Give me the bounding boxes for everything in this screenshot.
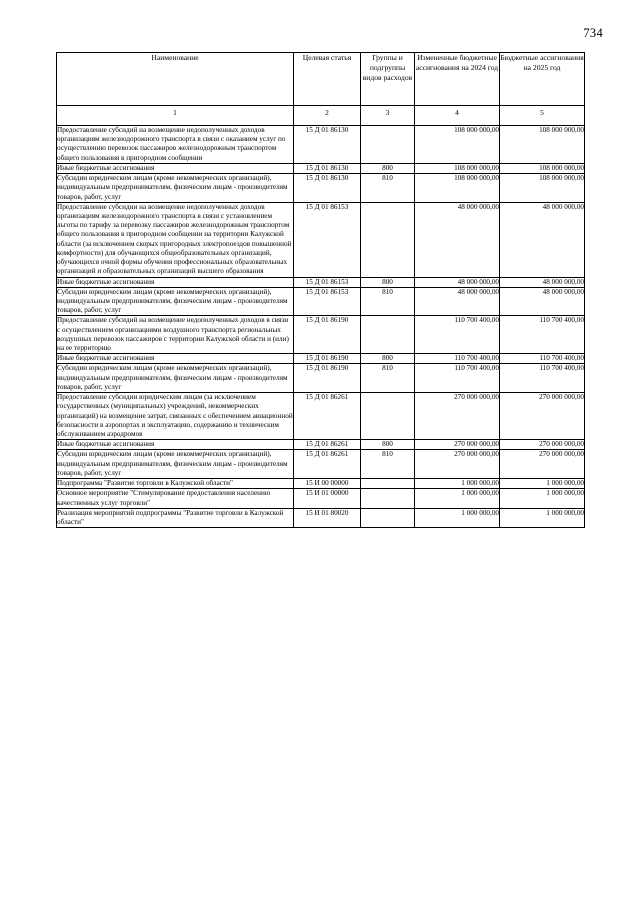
cell-name: Субсидии юридическим лицам (кроме некоммерческих организаций), индивидуальным предпринимателям, физическим лицам - производителям товаров, работ, услуг — [57, 364, 294, 393]
cell-article: 15 И 01 80020 — [294, 508, 361, 527]
column-header-changed-2024: Измененные бюджетные ассигнования на 2024 год — [415, 53, 500, 106]
table-row — [57, 489, 585, 508]
cell-group: 800 — [361, 163, 415, 173]
table-row — [57, 163, 585, 173]
column-header-article: Целевая статья — [294, 53, 361, 106]
cell-group: 810 — [361, 287, 415, 316]
cell-budget-2025: 270 000 000,00 — [500, 393, 585, 440]
cell-changed-2024: 110 700 400,00 — [415, 316, 500, 354]
cell-changed-2024: 48 000 000,00 — [415, 277, 500, 287]
cell-name: Иные бюджетные ассигнования — [57, 354, 294, 364]
cell-budget-2025: 1 000 000,00 — [500, 508, 585, 527]
cell-changed-2024: 1 000 000,00 — [415, 508, 500, 527]
cell-article: 15 Д 01 86190 — [294, 316, 361, 354]
cell-budget-2025: 48 000 000,00 — [500, 277, 585, 287]
cell-name: Субсидии юридическим лицам (кроме некоммерческих организаций), индивидуальным предпринимателям, физическим лицам - производителям товаров, работ, услуг — [57, 450, 294, 479]
cell-article: 15 Д 01 86153 — [294, 287, 361, 316]
cell-article: 15 Д 01 86153 — [294, 277, 361, 287]
cell-article: 15 Д 01 86261 — [294, 440, 361, 450]
cell-article: 15 Д 01 86261 — [294, 393, 361, 440]
cell-changed-2024: 110 700 400,00 — [415, 364, 500, 393]
table-row — [57, 479, 585, 489]
column-number-1: 1 — [57, 106, 294, 126]
cell-group — [361, 316, 415, 354]
cell-changed-2024: 270 000 000,00 — [415, 393, 500, 440]
cell-article: 15 Д 01 86153 — [294, 202, 361, 277]
cell-changed-2024: 110 700 400,00 — [415, 354, 500, 364]
table-row — [57, 354, 585, 364]
column-header-name: Наименование — [57, 53, 294, 106]
cell-budget-2025: 110 700 400,00 — [500, 364, 585, 393]
cell-changed-2024: 1 000 000,00 — [415, 489, 500, 508]
cell-name: Субсидии юридическим лицам (кроме некоммерческих организаций), индивидуальным предпринимателям, физическим лицам - производителям товаров, работ, услуг — [57, 174, 294, 203]
cell-article: 15 Д 01 86190 — [294, 354, 361, 364]
cell-group: 800 — [361, 440, 415, 450]
column-header-budget-2025: Бюджетные ассигнования на 2025 год — [500, 53, 585, 106]
table-row — [57, 287, 585, 316]
cell-name: Иные бюджетные ассигнования — [57, 277, 294, 287]
cell-budget-2025: 1 000 000,00 — [500, 489, 585, 508]
cell-group — [361, 489, 415, 508]
cell-budget-2025: 270 000 000,00 — [500, 450, 585, 479]
cell-group: 810 — [361, 450, 415, 479]
cell-group: 800 — [361, 277, 415, 287]
table-row — [57, 393, 585, 440]
cell-article: 15 Д 01 86190 — [294, 364, 361, 393]
cell-name: Подпрограмма "Развитие торговли в Калужской области" — [57, 479, 294, 489]
cell-article: 15 И 01 00000 — [294, 489, 361, 508]
cell-group — [361, 202, 415, 277]
table-row — [57, 202, 585, 277]
cell-article: 15 И 00 00000 — [294, 479, 361, 489]
cell-changed-2024: 1 000 000,00 — [415, 479, 500, 489]
table-row — [57, 174, 585, 203]
page-number: 734 — [583, 26, 603, 40]
cell-changed-2024: 108 000 000,00 — [415, 126, 500, 164]
column-number-4: 4 — [415, 106, 500, 126]
cell-changed-2024: 108 000 000,00 — [415, 174, 500, 203]
cell-name: Предоставление субсидий на возмещение недополученных доходов в связи с осуществлением организациями воздушного транспорта региональных воздушных перевозок пассажиров с территории Калужской области и (или) на ее территорию — [57, 316, 294, 354]
table-row — [57, 316, 585, 354]
column-header-groups: Группы и подгруппы видов расходов — [361, 53, 415, 106]
cell-name: Предоставление субсидии на возмещение недополученных доходов организациям железнодорожного транспорта в связи с установлением льготы по тарифу за перевозку пассажиров железнодорожным транспортом общего пользования в пригородном сообщении на территории Калужской области (за исключением скорых пригородных электропоездов повышенной комфортности) для обучающихся общеобразовательных организаций, обучающихся очной формы обучения профессиональных образовательных организаций и образовательных организаций высшего образования — [57, 202, 294, 277]
table-row — [57, 364, 585, 393]
cell-changed-2024: 108 000 000,00 — [415, 163, 500, 173]
budget-table — [56, 52, 585, 528]
cell-group — [361, 393, 415, 440]
table-row — [57, 126, 585, 164]
cell-name: Реализация мероприятий подпрограммы "Развитие торговли в Калужской области" — [57, 508, 294, 527]
cell-name: Предоставление субсидии юридическим лицам (за исключением государственных (муниципальных) учреждений, некоммерческих организаций) на возмещение затрат, связанных с обеспечением авиационной безопасности в аэропортах и эксплуатацию, содержанию и техническим обслуживанием аэродромов — [57, 393, 293, 438]
cell-article: 15 Д 01 86261 — [294, 450, 361, 479]
cell-group: 800 — [361, 354, 415, 364]
cell-budget-2025: 110 700 400,00 — [500, 316, 585, 354]
cell-changed-2024: 48 000 000,00 — [415, 287, 500, 316]
cell-budget-2025: 108 000 000,00 — [500, 174, 585, 203]
cell-name: Основное мероприятие "Стимулирование предоставления населению качественных услуг торговли" — [57, 489, 294, 508]
column-number-3: 3 — [361, 106, 415, 126]
cell-budget-2025: 110 700 400,00 — [500, 354, 585, 364]
cell-changed-2024: 270 000 000,00 — [415, 440, 500, 450]
table-header — [57, 53, 585, 126]
cell-budget-2025: 48 000 000,00 — [500, 202, 585, 277]
cell-budget-2025: 1 000 000,00 — [500, 479, 585, 489]
table-row — [57, 277, 585, 287]
cell-changed-2024: 48 000 000,00 — [415, 202, 500, 277]
cell-budget-2025: 48 000 000,00 — [500, 287, 585, 316]
cell-changed-2024: 270 000 000,00 — [415, 450, 500, 479]
header-number-row — [57, 106, 585, 126]
budget-table-container — [56, 52, 584, 528]
cell-article: 15 Д 01 86130 — [294, 174, 361, 203]
cell-group — [361, 508, 415, 527]
cell-budget-2025: 108 000 000,00 — [500, 163, 585, 173]
cell-name: Предоставление субсидий на возмещение недополученных доходов организациям железнодорожного транспорта в связи с оказанием услуг по осуществлению перевозок пассажиров железнодорожным транспортом общего пользования в пригородном сообщении — [57, 126, 294, 164]
table-row — [57, 450, 585, 479]
cell-article: 15 Д 01 86130 — [294, 126, 361, 164]
cell-name: Иные бюджетные ассигнования — [57, 163, 294, 173]
cell-group: 810 — [361, 364, 415, 393]
cell-budget-2025: 108 000 000,00 — [500, 126, 585, 164]
cell-group — [361, 126, 415, 164]
cell-group: 810 — [361, 174, 415, 203]
cell-group — [361, 479, 415, 489]
cell-name: Иные бюджетные ассигнования — [57, 440, 294, 450]
column-number-2: 2 — [294, 106, 361, 126]
cell-article: 15 Д 01 86130 — [294, 163, 361, 173]
cell-name: Субсидии юридическим лицам (кроме некоммерческих организаций), индивидуальным предпринимателям, физическим лицам - производителям товаров, работ, услуг — [57, 287, 294, 316]
table-body — [57, 126, 585, 528]
table-row — [57, 440, 585, 450]
header-row — [57, 53, 585, 106]
column-number-5: 5 — [500, 106, 585, 126]
cell-budget-2025: 270 000 000,00 — [500, 440, 585, 450]
table-row — [57, 508, 585, 527]
